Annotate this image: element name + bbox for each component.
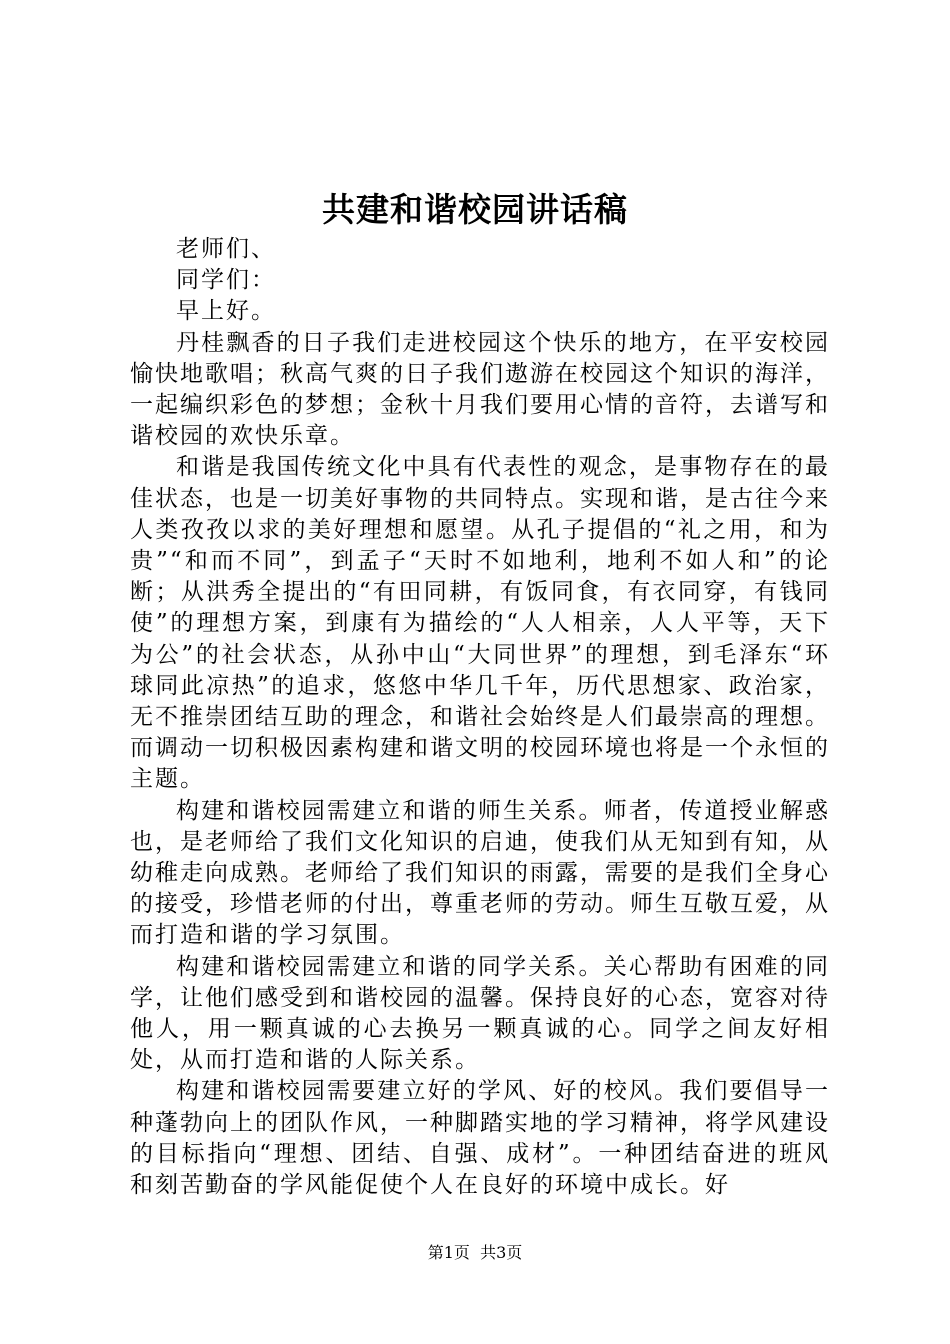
- document-body: [130, 234, 830, 1201]
- page-number: 第1页: [427, 1243, 470, 1262]
- body-paragraph: 构建和谐校园需建立和谐的同学关系。关心帮助有困难的同学，让他们感受到和谐校园的温馨。保持良好的心态，宽容对待他人，用一颗真诚的心去换另一颗真诚的心。同学之间友好相处，从而打造和谐的人际关系。: [130, 953, 830, 1074]
- page-footer: [0, 1241, 950, 1265]
- salutation-line: 老师们、: [176, 236, 276, 262]
- body-paragraph: 构建和谐校园需要建立好的学风、好的校风。我们要倡导一种蓬勃向上的团队作风，一种脚踏实地的学习精神，将学风建设的目标指向“理想、团结、自强、成材”。一种团结奋进的班风和刻苦勤奋的学风能促使个人在良好的环境中成长。好: [130, 1078, 830, 1199]
- body-paragraph: 丹桂飘香的日子我们走进校园这个快乐的地方，在平安校园愉快地歌唱；秋高气爽的日子我们遨游在校园这个知识的海洋，一起编织彩色的梦想；金秋十月我们要用心情的音符，去谱写和谐校园的欢快乐章。: [130, 329, 830, 450]
- page-total: 共3页: [480, 1243, 523, 1262]
- body-paragraph: 构建和谐校园需建立和谐的师生关系。师者，传道授业解惑也，是老师给了我们文化知识的启迪，使我们从无知到有知，从幼稚走向成熟。老师给了我们知识的雨露，需要的是我们全身心的接受，珍惜老师的付出，尊重老师的劳动。师生互敬互爱，从而打造和谐的学习氛围。: [130, 797, 830, 949]
- greeting-line: 早上好。: [176, 298, 276, 325]
- salutation-line: 同学们：: [176, 267, 276, 294]
- document-title: 共建和谐校园讲话稿: [322, 190, 628, 229]
- body-paragraph: 和谐是我国传统文化中具有代表性的观念，是事物存在的最佳状态，也是一切美好事物的共同特点。实现和谐，是古往今来人类孜孜以求的美好理想和愿望。从孔子提倡的“礼之用，和为贵”“和而不同”，到孟子“天时不如地利，地利不如人和”的论断；从洪秀全提出的“有田同耕，有饭同食，有衣同穿，有钱同使”的理想方案，到康有为描绘的“人人相亲，人人平等，天下为公”的社会状态，从孙中山“大同世界”的理想，到毛泽东“环球同此凉热”的追求，悠悠中华几千年，历代思想家、政治家，无不推崇团结互助的理念，和谐社会始终是人们最崇高的理想。而调动一切积极因素构建和谐文明的校园环境也将是一个永恒的主题。: [130, 454, 830, 793]
